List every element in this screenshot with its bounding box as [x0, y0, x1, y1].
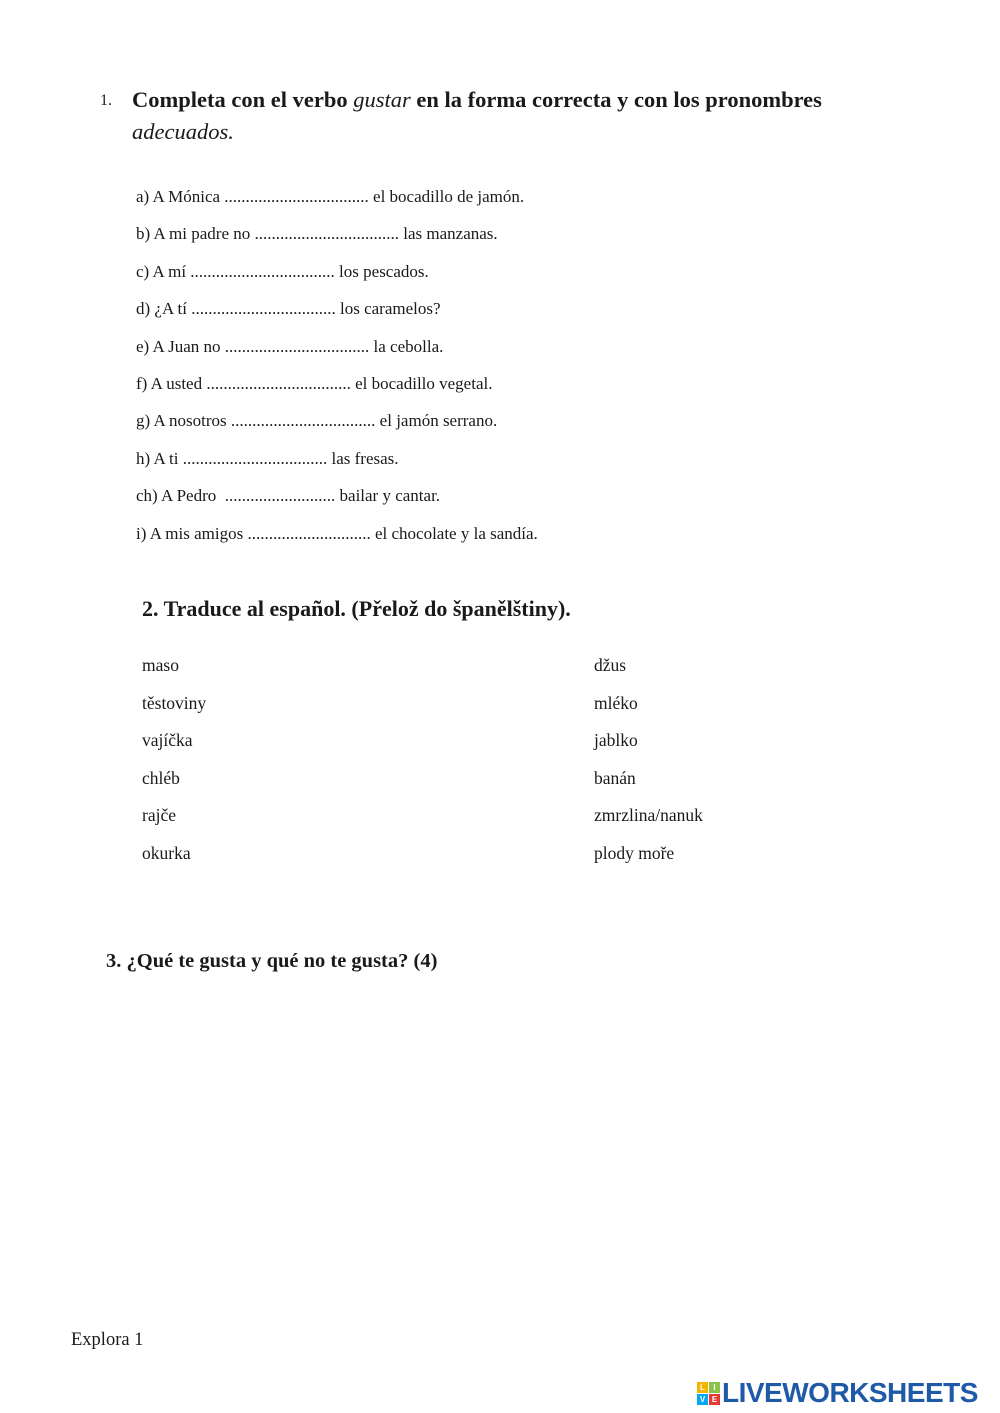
- exercise-1-title: [132, 84, 832, 148]
- sentence-item: b) A mi padre no .................................. las manzanas.: [136, 224, 498, 244]
- word-item: chléb: [142, 767, 180, 788]
- exercise-2-right-word-list: [594, 652, 703, 877]
- word-item: banán: [594, 767, 636, 788]
- logo-letter-e: E: [709, 1394, 720, 1405]
- liveworksheets-logo[interactable]: [697, 1376, 978, 1410]
- word-item: rajče: [142, 805, 176, 825]
- word-item: džus: [594, 655, 627, 675]
- sentence-item: d) ¿A tí .................................. los caramelos?: [136, 299, 441, 319]
- sentence-item: f) A usted .................................. el bocadillo vegetal.: [136, 373, 493, 393]
- exercise-1-title-part2: en la forma correcta y con los pronombres: [410, 87, 822, 112]
- exercise-1-title-italic2: adecuados.: [132, 119, 234, 144]
- exercise-2-left-word-list: [142, 652, 206, 877]
- footer-text: Explora 1: [71, 1330, 144, 1350]
- logo-letter-v: V: [697, 1394, 708, 1405]
- word-item: jablko: [594, 730, 638, 750]
- word-item: maso: [142, 655, 179, 675]
- live-blocks-icon: [697, 1382, 720, 1405]
- sentence-item: ch) A Pedro .......................... bailar y cantar.: [136, 486, 441, 506]
- word-item: plody moře: [594, 842, 675, 863]
- word-item: zmrzlina/nanuk: [594, 805, 703, 825]
- exercise-1-title-italic1: gustar: [353, 87, 411, 112]
- exercise-2-title: 2. Traduce al español. (Přelož do španělštiny).: [142, 596, 571, 621]
- exercise-1-number: 1.: [100, 92, 112, 109]
- sentence-item: c) A mí .................................. los pescados.: [136, 261, 429, 281]
- exercise-1-title-part1: Completa con el verbo: [132, 87, 354, 112]
- word-item: okurka: [142, 842, 191, 863]
- word-item: těstoviny: [142, 692, 207, 713]
- sentence-item: g) A nosotros .................................. el jamón serrano.: [136, 411, 498, 431]
- logo-text: LIVEWORKSHEETS: [722, 1377, 978, 1408]
- word-item: vajíčka: [142, 730, 193, 750]
- sentence-item: e) A Juan no .................................. la cebolla.: [136, 336, 444, 356]
- logo-letter-l: L: [697, 1382, 708, 1393]
- exercise-1-sentence-list: [136, 184, 538, 558]
- sentence-item: a) A Mónica .................................. el bocadillo de jamón.: [136, 187, 525, 206]
- sentence-item: h) A ti .................................. las fresas.: [136, 448, 399, 468]
- word-item: mléko: [594, 692, 638, 713]
- exercise-3-title: 3. ¿Qué te gusta y qué no te gusta? (4): [106, 950, 438, 972]
- logo-letter-i: I: [709, 1382, 720, 1393]
- sentence-item: i) A mis amigos ............................. el chocolate y la sandía.: [136, 523, 538, 543]
